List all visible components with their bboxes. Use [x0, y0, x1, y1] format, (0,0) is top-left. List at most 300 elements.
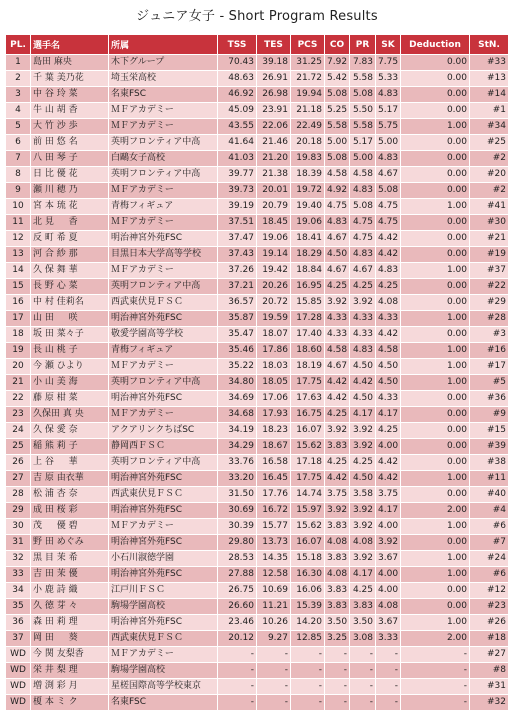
pr-cell: 4.17	[350, 567, 376, 583]
skater-name-cell[interactable]: 北 見 香	[31, 215, 109, 231]
col-header-pl[interactable]: PL.	[6, 35, 31, 55]
place-cell[interactable]: 3	[6, 87, 31, 103]
club-cell: 埼玉栄高校	[109, 71, 218, 87]
results-table	[5, 34, 509, 711]
table-row[interactable]	[6, 679, 509, 695]
club-cell: 明治神宮外苑FSC	[109, 231, 218, 247]
tss-cell: 34.80	[218, 375, 257, 391]
co-cell: 3.92	[325, 503, 350, 519]
pr-cell: -	[350, 647, 376, 663]
pr-cell: 5.58	[350, 71, 376, 87]
deduction-cell: -	[401, 663, 470, 679]
table-row[interactable]	[6, 247, 509, 263]
place-cell[interactable]: WD	[6, 647, 31, 663]
tes-cell: 18.67	[257, 439, 291, 455]
pcs-cell: 20.18	[291, 135, 325, 151]
place-cell[interactable]: 13	[6, 247, 31, 263]
place-cell[interactable]: 12	[6, 231, 31, 247]
table-row[interactable]	[6, 215, 509, 231]
skater-name-cell[interactable]: 今 瀬 ひより	[31, 359, 109, 375]
tss-cell: 29.80	[218, 535, 257, 551]
table-row[interactable]	[6, 119, 509, 135]
place-cell[interactable]: 34	[6, 583, 31, 599]
place-cell[interactable]: 9	[6, 183, 31, 199]
place-cell[interactable]: 18	[6, 327, 31, 343]
tss-cell: 37.51	[218, 215, 257, 231]
start-number-cell: #39	[470, 439, 509, 455]
skater-name-cell[interactable]: 長 山 桃 子	[31, 343, 109, 359]
club-cell: 小石川淑徳学園	[109, 551, 218, 567]
sk-cell: 3.33	[376, 631, 401, 647]
skater-name-cell[interactable]: 榎 本 ミ ク	[31, 695, 109, 711]
table-row[interactable]	[6, 391, 509, 407]
co-cell: 4.25	[325, 407, 350, 423]
tss-cell: 30.39	[218, 519, 257, 535]
skater-name-cell[interactable]: 小 山 美 海	[31, 375, 109, 391]
place-cell[interactable]: 25	[6, 439, 31, 455]
table-row[interactable]	[6, 311, 509, 327]
tss-cell: 41.03	[218, 151, 257, 167]
start-number-cell: #2	[470, 183, 509, 199]
co-cell: -	[325, 695, 350, 711]
tss-cell: 46.92	[218, 87, 257, 103]
pr-cell: 4.50	[350, 359, 376, 375]
tes-cell: 11.21	[257, 599, 291, 615]
table-row[interactable]	[6, 439, 509, 455]
col-header-name[interactable]: 選手名	[31, 35, 109, 55]
deduction-cell: 0.00	[401, 71, 470, 87]
table-row[interactable]	[6, 695, 509, 711]
place-cell[interactable]: 21	[6, 375, 31, 391]
col-header-co[interactable]: CO	[325, 35, 350, 55]
pcs-cell: -	[291, 695, 325, 711]
co-cell: 3.75	[325, 487, 350, 503]
sk-cell: 3.75	[376, 487, 401, 503]
pr-cell: 3.50	[350, 615, 376, 631]
co-cell: 4.25	[325, 279, 350, 295]
sk-cell: 7.75	[376, 55, 401, 71]
table-row[interactable]	[6, 615, 509, 631]
col-header-deduction[interactable]: Deduction	[401, 35, 470, 55]
deduction-cell: 0.00	[401, 455, 470, 471]
tes-cell: 20.26	[257, 279, 291, 295]
start-number-cell: #36	[470, 391, 509, 407]
col-header-pcs[interactable]: PCS	[291, 35, 325, 55]
place-cell[interactable]: 1	[6, 55, 31, 71]
place-cell[interactable]: 5	[6, 119, 31, 135]
table-row[interactable]	[6, 663, 509, 679]
pr-cell: 3.58	[350, 487, 376, 503]
table-row[interactable]	[6, 455, 509, 471]
pcs-cell: 19.94	[291, 87, 325, 103]
tes-cell: 17.06	[257, 391, 291, 407]
skater-name-cell[interactable]: 大 竹 沙 歩	[31, 119, 109, 135]
tss-cell: 20.12	[218, 631, 257, 647]
pr-cell: 5.08	[350, 199, 376, 215]
skater-name-cell[interactable]: 中 村 佳莉名	[31, 295, 109, 311]
skater-name-cell[interactable]: 瀬 川 穂 乃	[31, 183, 109, 199]
table-row[interactable]	[6, 199, 509, 215]
place-cell[interactable]: 27	[6, 471, 31, 487]
skater-name-cell[interactable]: 茂 優 碧	[31, 519, 109, 535]
deduction-cell: 2.00	[401, 503, 470, 519]
tes-cell: 19.14	[257, 247, 291, 263]
co-cell: 3.83	[325, 583, 350, 599]
sk-cell: 3.67	[376, 551, 401, 567]
sk-cell: 4.08	[376, 599, 401, 615]
place-cell[interactable]: 31	[6, 535, 31, 551]
co-cell: 3.92	[325, 423, 350, 439]
pr-cell: 4.50	[350, 391, 376, 407]
place-cell[interactable]: 36	[6, 615, 31, 631]
place-cell[interactable]: 26	[6, 455, 31, 471]
tes-cell: 16.58	[257, 455, 291, 471]
skater-name-cell[interactable]: 小 鹿 詩 織	[31, 583, 109, 599]
place-cell[interactable]: 33	[6, 567, 31, 583]
place-cell[interactable]: 17	[6, 311, 31, 327]
table-row[interactable]	[6, 327, 509, 343]
pr-cell: 3.83	[350, 599, 376, 615]
pcs-cell: 15.39	[291, 599, 325, 615]
deduction-cell: -	[401, 695, 470, 711]
deduction-cell: 1.00	[401, 471, 470, 487]
table-row[interactable]	[6, 87, 509, 103]
table-row[interactable]	[6, 231, 509, 247]
place-cell[interactable]: 30	[6, 519, 31, 535]
co-cell: 4.67	[325, 231, 350, 247]
co-cell: 5.08	[325, 87, 350, 103]
place-cell[interactable]: 28	[6, 487, 31, 503]
place-cell[interactable]: 14	[6, 263, 31, 279]
place-cell[interactable]: 24	[6, 423, 31, 439]
club-cell: 明治神宮外苑FSC	[109, 391, 218, 407]
col-header-tss[interactable]: TSS	[218, 35, 257, 55]
tss-cell: 35.46	[218, 343, 257, 359]
skater-name-cell[interactable]: 上 谷 華	[31, 455, 109, 471]
pr-cell: 4.25	[350, 583, 376, 599]
skater-name-cell[interactable]: 日 比 優 花	[31, 167, 109, 183]
skater-name-cell[interactable]: 稲 熊 莉 子	[31, 439, 109, 455]
place-cell[interactable]: 16	[6, 295, 31, 311]
pr-cell: 5.00	[350, 151, 376, 167]
skater-name-cell[interactable]: 吉 原 由衣華	[31, 471, 109, 487]
pcs-cell: 15.62	[291, 439, 325, 455]
table-row[interactable]	[6, 343, 509, 359]
tes-cell: 17.76	[257, 487, 291, 503]
tss-cell: -	[218, 647, 257, 663]
skater-name-cell[interactable]: 千 葉 美乃花	[31, 71, 109, 87]
pcs-cell: 18.84	[291, 263, 325, 279]
deduction-cell: 0.00	[401, 151, 470, 167]
table-row[interactable]	[6, 647, 509, 663]
club-cell: 英明フロンティア中高	[109, 167, 218, 183]
place-cell[interactable]: 37	[6, 631, 31, 647]
tes-cell: 14.35	[257, 551, 291, 567]
place-cell[interactable]: 6	[6, 135, 31, 151]
place-cell[interactable]: WD	[6, 695, 31, 711]
table-row[interactable]	[6, 71, 509, 87]
club-cell: 明治神宮外苑FSC	[109, 535, 218, 551]
table-row[interactable]	[6, 375, 509, 391]
place-cell[interactable]: 4	[6, 103, 31, 119]
col-header-start-number[interactable]: StN.	[470, 35, 509, 55]
tss-cell: 30.69	[218, 503, 257, 519]
skater-name-cell[interactable]: 栄 井 梨 理	[31, 663, 109, 679]
co-cell: 3.83	[325, 599, 350, 615]
skater-name-cell[interactable]: 森 田 莉 理	[31, 615, 109, 631]
table-row[interactable]	[6, 135, 509, 151]
start-number-cell: #22	[470, 279, 509, 295]
club-cell: 英明フロンティア中高	[109, 375, 218, 391]
table-row[interactable]	[6, 295, 509, 311]
start-number-cell: #30	[470, 215, 509, 231]
pcs-cell: 17.28	[291, 311, 325, 327]
deduction-cell: 0.00	[401, 583, 470, 599]
table-row[interactable]	[6, 167, 509, 183]
table-row[interactable]	[6, 599, 509, 615]
club-cell: 駒場学園高校	[109, 599, 218, 615]
skater-name-cell[interactable]: 今 関 友梨香	[31, 647, 109, 663]
table-row[interactable]	[6, 279, 509, 295]
skater-name-cell[interactable]: 吉 田 茉 優	[31, 567, 109, 583]
sk-cell: 5.33	[376, 71, 401, 87]
start-number-cell: #14	[470, 87, 509, 103]
tss-cell: 41.64	[218, 135, 257, 151]
pcs-cell: 21.18	[291, 103, 325, 119]
co-cell: 5.58	[325, 119, 350, 135]
tss-cell: 26.75	[218, 583, 257, 599]
sk-cell: 4.83	[376, 263, 401, 279]
pcs-cell: 15.62	[291, 519, 325, 535]
deduction-cell: 0.00	[401, 423, 470, 439]
skater-name-cell[interactable]: 松 浦 杏 奈	[31, 487, 109, 503]
club-cell: 駒場学園高校	[109, 663, 218, 679]
club-cell: 木下グループ	[109, 55, 218, 71]
table-row[interactable]	[6, 407, 509, 423]
tes-cell: 19.42	[257, 263, 291, 279]
skater-name-cell[interactable]: 野 田 めぐみ	[31, 535, 109, 551]
skater-name-cell[interactable]: 河 合 紗 那	[31, 247, 109, 263]
place-cell[interactable]: 35	[6, 599, 31, 615]
skater-name-cell[interactable]: 牛 山 胡 香	[31, 103, 109, 119]
skater-name-cell[interactable]: 久 徳 芽 々	[31, 599, 109, 615]
start-number-cell: #26	[470, 615, 509, 631]
club-cell: 英明フロンティア中高	[109, 135, 218, 151]
pr-cell: 3.92	[350, 295, 376, 311]
tes-cell: 17.93	[257, 407, 291, 423]
page-title: ジュニア女子 - Short Program Results	[136, 9, 378, 24]
skater-name-cell[interactable]: 坂 田 菜々子	[31, 327, 109, 343]
pcs-cell: 15.85	[291, 295, 325, 311]
club-cell: 名東FSC	[109, 87, 218, 103]
skater-name-cell[interactable]: 宮 本 琉 花	[31, 199, 109, 215]
place-cell[interactable]: WD	[6, 679, 31, 695]
tss-cell: 43.55	[218, 119, 257, 135]
co-cell: 3.50	[325, 615, 350, 631]
start-number-cell: #6	[470, 567, 509, 583]
sk-cell: -	[376, 663, 401, 679]
club-cell: 静岡西ＦＳＣ	[109, 439, 218, 455]
deduction-cell: 0.00	[401, 231, 470, 247]
co-cell: 5.08	[325, 151, 350, 167]
table-row[interactable]	[6, 263, 509, 279]
skater-name-cell[interactable]: 岡 田 葵	[31, 631, 109, 647]
table-row[interactable]	[6, 183, 509, 199]
col-header-pr[interactable]: PR	[350, 35, 376, 55]
start-number-cell: #18	[470, 631, 509, 647]
co-cell: 4.42	[325, 391, 350, 407]
deduction-cell: 1.00	[401, 615, 470, 631]
table-row[interactable]	[6, 503, 509, 519]
deduction-cell: 0.00	[401, 55, 470, 71]
sk-cell: 4.75	[376, 199, 401, 215]
place-cell[interactable]: 10	[6, 199, 31, 215]
table-row[interactable]	[6, 519, 509, 535]
place-cell[interactable]: 23	[6, 407, 31, 423]
table-row[interactable]	[6, 103, 509, 119]
place-cell[interactable]: 29	[6, 503, 31, 519]
col-header-club[interactable]: 所属	[109, 35, 218, 55]
tes-cell: 18.07	[257, 327, 291, 343]
pcs-cell: 18.39	[291, 167, 325, 183]
skater-name-cell[interactable]: 長 野 心 菜	[31, 279, 109, 295]
tss-cell: 39.77	[218, 167, 257, 183]
tes-cell: 15.77	[257, 519, 291, 535]
tss-cell: 35.47	[218, 327, 257, 343]
skater-name-cell[interactable]: 久 保 舞 華	[31, 263, 109, 279]
skater-name-cell[interactable]: 増 渕 彩 月	[31, 679, 109, 695]
club-cell: ＭＦアカデミー	[109, 519, 218, 535]
pr-cell: 5.17	[350, 135, 376, 151]
table-row[interactable]	[6, 55, 509, 71]
col-header-sk[interactable]: SK	[376, 35, 401, 55]
pcs-cell: 15.18	[291, 551, 325, 567]
sk-cell: 4.67	[376, 167, 401, 183]
table-row[interactable]	[6, 631, 509, 647]
skater-name-cell[interactable]: 反 町 希 夏	[31, 231, 109, 247]
tss-cell: 34.69	[218, 391, 257, 407]
place-cell[interactable]: 7	[6, 151, 31, 167]
tes-cell: -	[257, 647, 291, 663]
table-row[interactable]	[6, 583, 509, 599]
place-cell[interactable]: 19	[6, 343, 31, 359]
co-cell: 7.92	[325, 55, 350, 71]
place-cell[interactable]: 8	[6, 167, 31, 183]
sk-cell: 4.33	[376, 311, 401, 327]
co-cell: 5.42	[325, 71, 350, 87]
sk-cell: -	[376, 647, 401, 663]
skater-name-cell[interactable]: 成 田 桜 彩	[31, 503, 109, 519]
tss-cell: 34.19	[218, 423, 257, 439]
sk-cell: 4.42	[376, 231, 401, 247]
tss-cell: -	[218, 695, 257, 711]
pcs-cell: 17.75	[291, 471, 325, 487]
table-row[interactable]	[6, 487, 509, 503]
sk-cell: 4.25	[376, 423, 401, 439]
table-row[interactable]	[6, 359, 509, 375]
tes-cell: 21.38	[257, 167, 291, 183]
skater-name-cell[interactable]: 前 田 悠 名	[31, 135, 109, 151]
skater-name-cell[interactable]: 島田 麻央	[31, 55, 109, 71]
club-cell: 明治神宮外苑FSC	[109, 567, 218, 583]
tss-cell: 33.76	[218, 455, 257, 471]
club-cell: 西武東伏見ＦＳＣ	[109, 631, 218, 647]
pcs-cell: 19.40	[291, 199, 325, 215]
table-row[interactable]	[6, 535, 509, 551]
tes-cell: 13.73	[257, 535, 291, 551]
sk-cell: 4.33	[376, 391, 401, 407]
tss-cell: 31.50	[218, 487, 257, 503]
start-number-cell: #25	[470, 135, 509, 151]
skater-name-cell[interactable]: 黒 目 茉 希	[31, 551, 109, 567]
table-row[interactable]	[6, 151, 509, 167]
start-number-cell: #9	[470, 407, 509, 423]
skater-name-cell[interactable]: 中 谷 玲 菜	[31, 87, 109, 103]
place-cell[interactable]: 11	[6, 215, 31, 231]
pr-cell: 3.92	[350, 503, 376, 519]
place-cell[interactable]: 32	[6, 551, 31, 567]
table-row[interactable]	[6, 551, 509, 567]
start-number-cell: #6	[470, 519, 509, 535]
start-number-cell: #41	[470, 199, 509, 215]
start-number-cell: #15	[470, 423, 509, 439]
place-cell[interactable]: 2	[6, 71, 31, 87]
deduction-cell: 1.00	[401, 119, 470, 135]
tes-cell: 18.05	[257, 375, 291, 391]
pr-cell: 4.58	[350, 167, 376, 183]
place-cell[interactable]: 15	[6, 279, 31, 295]
co-cell: 5.00	[325, 135, 350, 151]
tes-cell: 19.06	[257, 231, 291, 247]
start-number-cell: #12	[470, 583, 509, 599]
skater-name-cell[interactable]: 久 保 愛 奈	[31, 423, 109, 439]
place-cell[interactable]: 22	[6, 391, 31, 407]
pr-cell: 3.92	[350, 519, 376, 535]
club-cell: 白鷗女子高校	[109, 151, 218, 167]
place-cell[interactable]: 20	[6, 359, 31, 375]
deduction-cell: 0.00	[401, 439, 470, 455]
place-cell[interactable]: WD	[6, 663, 31, 679]
co-cell: 4.92	[325, 183, 350, 199]
club-cell: ＭＦアカデミー	[109, 215, 218, 231]
start-number-cell: #4	[470, 503, 509, 519]
sk-cell: 5.08	[376, 183, 401, 199]
club-cell: 明治神宮外苑FSC	[109, 311, 218, 327]
co-cell: 5.25	[325, 103, 350, 119]
start-number-cell: #40	[470, 487, 509, 503]
skater-name-cell[interactable]: 久保田 真 央	[31, 407, 109, 423]
table-row[interactable]	[6, 567, 509, 583]
tes-cell: 23.91	[257, 103, 291, 119]
sk-cell: 4.25	[376, 279, 401, 295]
skater-name-cell[interactable]: 藤 原 柑 菜	[31, 391, 109, 407]
deduction-cell: 0.00	[401, 247, 470, 263]
pr-cell: 4.42	[350, 375, 376, 391]
pr-cell: -	[350, 663, 376, 679]
table-row[interactable]	[6, 423, 509, 439]
skater-name-cell[interactable]: 山 田 咲	[31, 311, 109, 327]
pr-cell: 4.33	[350, 327, 376, 343]
table-row[interactable]	[6, 471, 509, 487]
sk-cell: 4.83	[376, 151, 401, 167]
skater-name-cell[interactable]: 八 田 琴 子	[31, 151, 109, 167]
col-header-tes[interactable]: TES	[257, 35, 291, 55]
club-cell: 西武東伏見ＦＳＣ	[109, 487, 218, 503]
deduction-cell: 0.00	[401, 87, 470, 103]
pcs-cell: 18.60	[291, 343, 325, 359]
co-cell: 4.08	[325, 535, 350, 551]
pr-cell: 7.83	[350, 55, 376, 71]
